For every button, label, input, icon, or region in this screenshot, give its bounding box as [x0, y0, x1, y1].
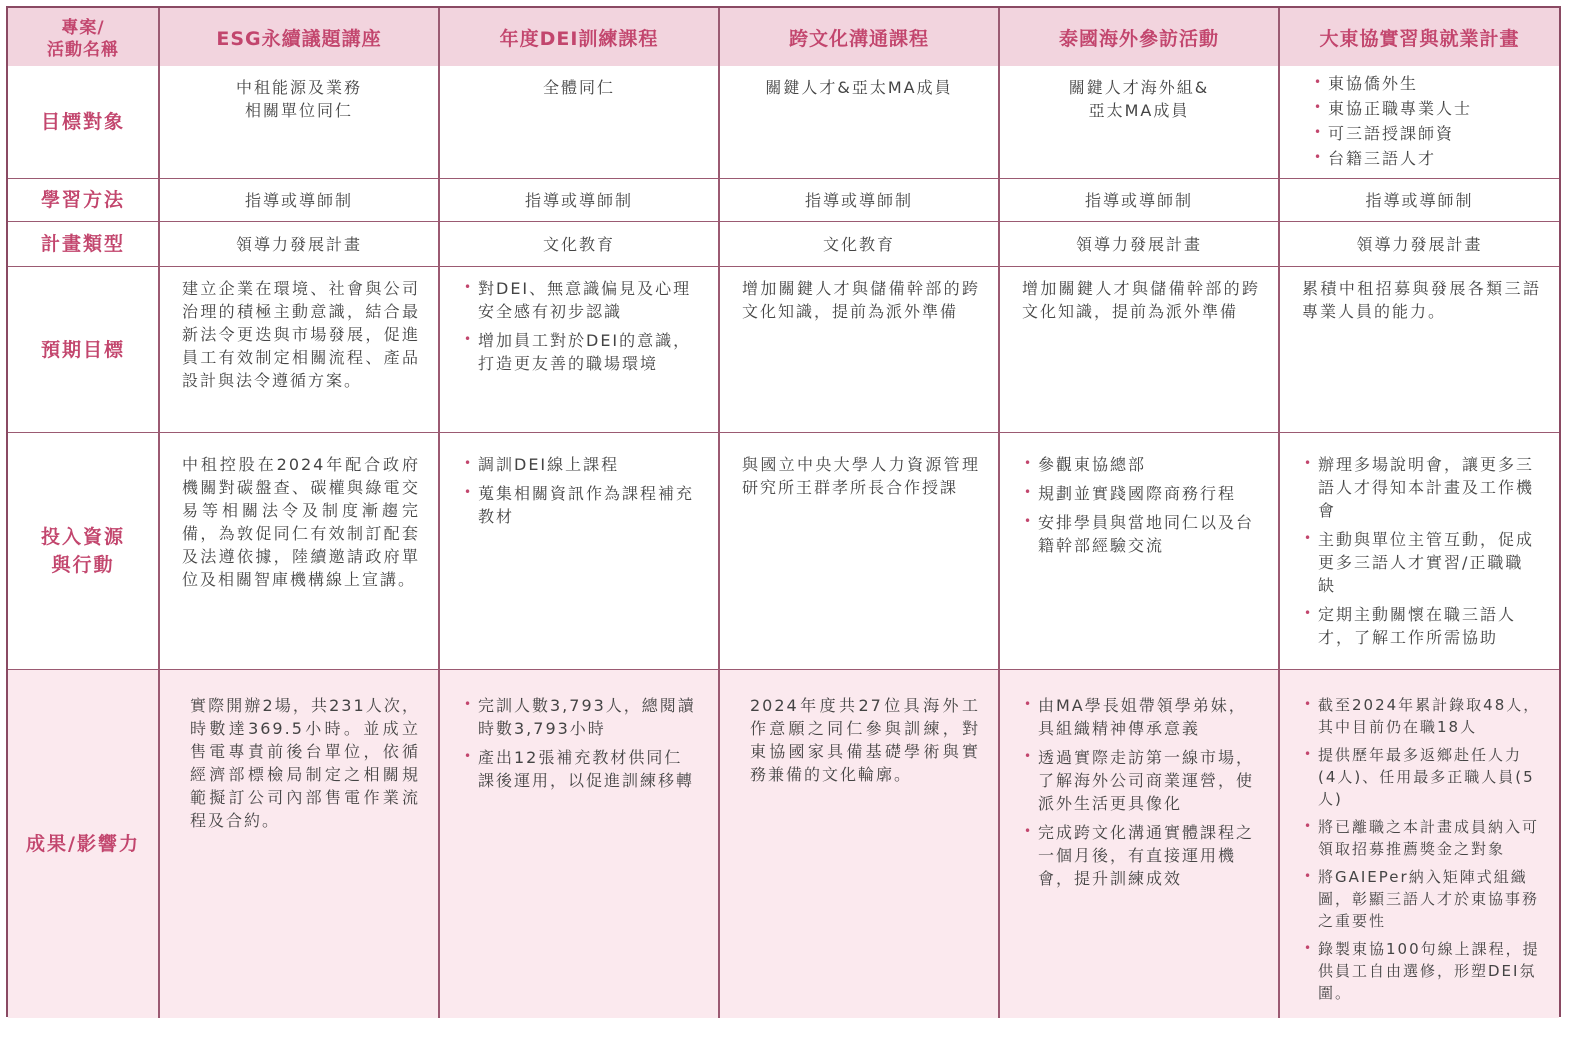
result-thailand-visit [999, 670, 1279, 1018]
list-item: • 增加員工對於DEI的意識，打造更友善的職場環境 [462, 329, 700, 375]
corner-header [8, 8, 159, 66]
result-esg: 實際開辦2場，共231人次，時數達369.5小時。並成立售電專責前後台單位，依循經濟部標檢局制定之相關規範擬訂公司內部售電作業流程及合約。 [159, 670, 439, 1018]
goal-cross-culture: 增加關鍵人才與儲備幹部的跨文化知識，提前為派外準備 [719, 267, 999, 433]
list-item: • 完訓人數3,793人，總閱讀時數3,793小時 [462, 694, 700, 740]
resource-cross-culture: 與國立中央大學人力資源管理研究所王群孝所長合作授課 [719, 433, 999, 670]
row-label-goal: 預期目標 [8, 267, 159, 433]
list-item: • 透過實際走訪第一線市場，了解海外公司商業運營，使派外生活更具像化 [1022, 746, 1260, 815]
target-asean-list [1312, 72, 1541, 170]
target-esg [159, 66, 439, 179]
list-item: • 台籍三語人才 [1312, 147, 1541, 170]
program-table-frame [6, 6, 1561, 1017]
resource-dei-list [462, 453, 700, 528]
list-item: • 蒐集相關資訊作為課程補充教材 [462, 482, 700, 528]
corner-header-line1: 專案/ [61, 18, 105, 38]
target-esg-line1: 中租能源及業務 [235, 78, 362, 97]
result-asean-program [1279, 670, 1559, 1018]
method-esg: 指導或導師制 [159, 179, 439, 222]
target-esg-line2: 相關單位同仁 [244, 101, 353, 120]
column-header-dei: 年度DEI訓練課程 [439, 8, 719, 66]
column-header-thailand-visit: 泰國海外參訪活動 [999, 8, 1279, 66]
method-dei: 指導或導師制 [439, 179, 719, 222]
method-thailand-visit: 指導或導師制 [999, 179, 1279, 222]
result-dei-list [462, 694, 700, 792]
program-table [8, 8, 1559, 1018]
row-label-result: 成果/影響力 [8, 670, 159, 1018]
type-esg: 領導力發展計畫 [159, 222, 439, 267]
type-asean-program: 領導力發展計畫 [1279, 222, 1559, 267]
list-item: • 將GAIEPer納入矩陣式組織圖，彰顯三語人才於東協事務之重要性 [1302, 866, 1541, 932]
list-item: • 定期主動關懷在職三語人才，了解工作所需協助 [1302, 603, 1541, 649]
list-item: • 東協僑外生 [1312, 72, 1541, 95]
column-header-esg: ESG永續議題講座 [159, 8, 439, 66]
resource-thailand-list [1022, 453, 1260, 557]
row-label-resource-line1: 投入資源 [40, 526, 125, 548]
result-thailand-list [1022, 694, 1260, 890]
list-item: • 辦理多場說明會，讓更多三語人才得知本計畫及工作機會 [1302, 453, 1541, 522]
row-target [8, 66, 1559, 179]
row-method [8, 179, 1559, 222]
target-thailand-line2: 亞太MA成員 [1088, 101, 1190, 120]
row-label-resource-line2: 與行動 [51, 554, 115, 576]
result-dei [439, 670, 719, 1018]
resource-esg: 中租控股在2024年配合政府機關對碳盤查、碳權與綠電交易等相關法令及制度漸趨完備，為敦促同仁有效制訂配套及法遵依據，陸續邀請政府單位及相關智庫機構線上宣講。 [159, 433, 439, 670]
list-item: • 由MA學長姐帶領學弟妹，具組織精神傳承意義 [1022, 694, 1260, 740]
method-asean-program: 指導或導師制 [1279, 179, 1559, 222]
row-goal [8, 267, 1559, 433]
resource-asean-program [1279, 433, 1559, 670]
row-result [8, 670, 1559, 1018]
row-label-resource [8, 433, 159, 670]
target-thailand-line1: 關鍵人才海外組& [1068, 78, 1210, 97]
column-header-cross-culture: 跨文化溝通課程 [719, 8, 999, 66]
list-item: • 主動與單位主管互動，促成更多三語人才實習/正職職缺 [1302, 528, 1541, 597]
resource-asean-list [1302, 453, 1541, 649]
list-item: • 提供歷年最多返鄉赴任人力(4人)、任用最多正職人員(5人) [1302, 744, 1541, 810]
list-item: • 對DEI、無意識偏見及心理安全感有初步認識 [462, 277, 700, 323]
list-item: • 東協正職專業人士 [1312, 97, 1541, 120]
row-type [8, 222, 1559, 267]
list-item: • 錄製東協100句線上課程，提供員工自由選修，形塑DEI氛圍。 [1302, 938, 1541, 1004]
list-item: • 安排學員與當地同仁以及台籍幹部經驗交流 [1022, 511, 1260, 557]
list-item: • 將已離職之本計畫成員納入可領取招募推薦獎金之對象 [1302, 816, 1541, 860]
list-item: • 截至2024年累計錄取48人，其中目前仍在職18人 [1302, 694, 1541, 738]
row-label-method: 學習方法 [8, 179, 159, 222]
corner-header-line2: 活動名稱 [47, 40, 119, 60]
goal-esg: 建立企業在環境、社會與公司治理的積極主動意識，結合最新法令更迭與市場發展，促進員工有效制定相關流程、產品設計與法令遵循方案。 [159, 267, 439, 433]
target-asean-program [1279, 66, 1559, 179]
result-cross-culture: 2024年度共27位具海外工作意願之同仁參與訓練，對東協國家具備基礎學術與實務兼備的文化輪廓。 [719, 670, 999, 1018]
type-thailand-visit: 領導力發展計畫 [999, 222, 1279, 267]
result-asean-list [1302, 694, 1541, 1004]
target-thailand-visit [999, 66, 1279, 179]
header-row [8, 8, 1559, 66]
method-cross-culture: 指導或導師制 [719, 179, 999, 222]
list-item: • 規劃並實踐國際商務行程 [1022, 482, 1260, 505]
resource-dei [439, 433, 719, 670]
column-header-asean-program: 大東協實習與就業計畫 [1279, 8, 1559, 66]
row-label-type: 計畫類型 [8, 222, 159, 267]
goal-asean-program: 累積中租招募與發展各類三語專業人員的能力。 [1279, 267, 1559, 433]
row-label-target: 目標對象 [8, 66, 159, 179]
list-item: • 調訓DEI線上課程 [462, 453, 700, 476]
target-dei: 全體同仁 [439, 66, 719, 179]
type-cross-culture: 文化教育 [719, 222, 999, 267]
list-item: • 可三語授課師資 [1312, 122, 1541, 145]
list-item: • 完成跨文化溝通實體課程之一個月後，有直接運用機會，提升訓練成效 [1022, 821, 1260, 890]
goal-dei-list [462, 277, 700, 375]
list-item: • 參觀東協總部 [1022, 453, 1260, 476]
goal-thailand-visit: 增加關鍵人才與儲備幹部的跨文化知識，提前為派外準備 [999, 267, 1279, 433]
type-dei: 文化教育 [439, 222, 719, 267]
target-cross-culture: 關鍵人才&亞太MA成員 [719, 66, 999, 179]
goal-dei [439, 267, 719, 433]
row-resource [8, 433, 1559, 670]
resource-thailand-visit [999, 433, 1279, 670]
list-item: • 產出12張補充教材供同仁課後運用，以促進訓練移轉 [462, 746, 700, 792]
